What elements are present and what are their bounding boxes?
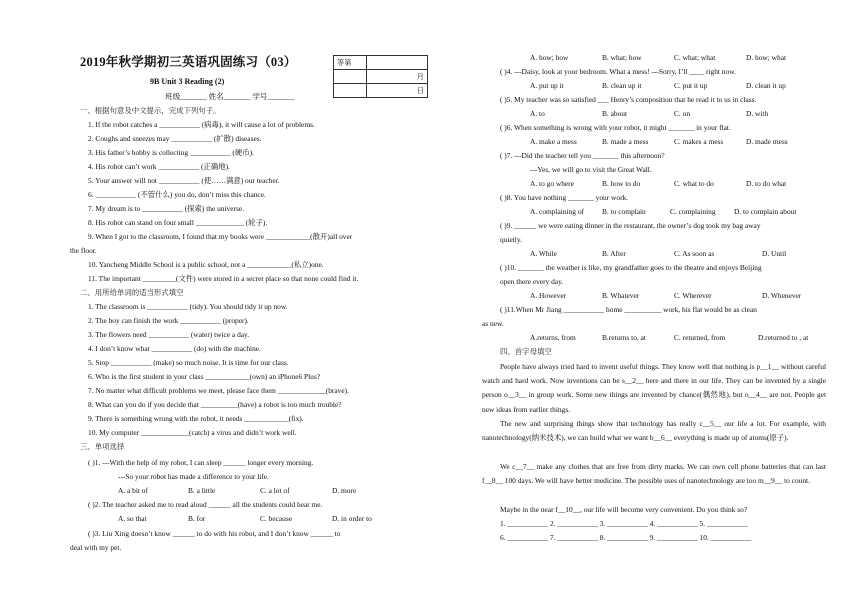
- options-row: [530, 79, 786, 93]
- options-row: [530, 135, 788, 149]
- option[interactable]: C. what to do: [674, 179, 714, 188]
- option[interactable]: D. Whenever: [762, 291, 802, 300]
- question: ( )11.When Mr Jiang ___________ home __________ work, his flat would be as clean: [500, 305, 757, 314]
- option[interactable]: B.returns to, at: [602, 333, 646, 342]
- options-row: [118, 484, 356, 498]
- options-row: [530, 205, 796, 219]
- list-item: 1. The classroom is ___________ (tidy). You should tidy it up now.: [88, 302, 288, 311]
- option[interactable]: C. Wherever: [674, 291, 712, 300]
- page-title: 2019年秋学期初三英语巩固练习（03）: [80, 55, 297, 69]
- option[interactable]: A. to: [530, 109, 545, 118]
- options-row: [530, 51, 786, 65]
- option[interactable]: D. more: [332, 486, 357, 495]
- options-row: [530, 107, 768, 121]
- option[interactable]: C. As soon as: [674, 249, 715, 258]
- list-item: 1. If the robot catches a ___________ (病毒), it will cause a lot of problems.: [88, 120, 315, 129]
- list-item: 10. Yancheng Middle School is a public school, not a ____________(私立)one.: [88, 260, 324, 269]
- passage-paragraph: People have always tried hard to invent useful things. They know well that nothing is p__1__ without careful watch and hard work. Now inventions can be s__2__ here and there in our life. They can be invented by a single person o__3__ in group work. Some new things are invented by chance(偶然地), but o__4__ are not. People get new ideas from earlier things.: [482, 362, 826, 414]
- list-item: 7. No matter what difficult problems we meet, please face them _____________(brave).: [88, 386, 349, 395]
- question: ( )4. ---Daisy, look at your bedroom. What a mess! ---Sorry, I’ll ____ right now.: [500, 67, 736, 76]
- list-item: 2. The boy can finish the work ___________ (proper).: [88, 316, 249, 325]
- question-line: deal with my pet.: [70, 543, 122, 552]
- option[interactable]: D. Until: [762, 249, 787, 258]
- option[interactable]: D. made mess: [746, 137, 788, 146]
- question-line: as new.: [482, 319, 504, 328]
- passage-paragraph: We c__7__ make any clothes that are free from dirty marks. We can own cell phone batteries that can last f__8__ 100 days. We will have better medicine. The possible uses of nanotechnology are too m__9__ to count.: [482, 462, 826, 486]
- option[interactable]: A.returns, from: [530, 333, 576, 342]
- day-label: 日: [367, 84, 428, 98]
- options-row: [530, 247, 786, 261]
- section2-heading: 二、用所给单词的适当形式填空: [80, 288, 184, 297]
- option[interactable]: B. clean up it: [602, 81, 642, 90]
- option[interactable]: B. what; how: [602, 53, 642, 62]
- option[interactable]: A. how; how: [530, 53, 569, 62]
- list-item: 4. His robot can’t work ___________ (正确地).: [88, 162, 230, 171]
- option[interactable]: B. about: [602, 109, 628, 118]
- option[interactable]: A. However: [530, 291, 567, 300]
- grade-label: 等第: [334, 56, 367, 70]
- option[interactable]: D. to complain about: [734, 207, 797, 216]
- options-row: [530, 177, 786, 191]
- section1-heading: 一、根据句意及中文提示，完成下列句子。: [80, 106, 221, 115]
- list-item: 8. What can you do if you decide that __________(have) a robot is too much trouble?: [88, 400, 342, 409]
- grade-blank: [334, 70, 367, 84]
- question: ( )6. When something is wrong with your robot, it might _______ in your flat.: [500, 123, 731, 132]
- passage-paragraph: The new and surprising things show that technology has really c__5__ our life a lot. For example, with nanotechnology(纳米技术), we can build what we want b__6__ everything is made up of atoms(原子).: [482, 419, 826, 443]
- list-item: 9. There is something wrong with the robot, it needs ____________(fix).: [88, 414, 304, 423]
- list-item: 6. Who is the first student in your class ____________(own) an iPhone6 Plus?: [88, 372, 321, 381]
- option[interactable]: D. how; what: [746, 53, 787, 62]
- list-item: 5. Stop ___________ (make) so much noise. It is time for our class.: [88, 358, 289, 367]
- option[interactable]: B. a little: [188, 486, 216, 495]
- option[interactable]: C. because: [260, 514, 293, 523]
- option[interactable]: C. a lot of: [260, 486, 290, 495]
- question: ( )3. Liu Xing doesn’t know ______ to do with his robot, and I don’t know ______ to: [88, 529, 341, 538]
- option[interactable]: A. a bit of: [118, 486, 148, 495]
- option[interactable]: B. how to do: [602, 179, 641, 188]
- option[interactable]: C. on: [674, 109, 691, 118]
- options-row: [118, 512, 372, 526]
- option[interactable]: C. returned, from: [674, 333, 726, 342]
- student-info-line: 班级_______ 姓名_______ 学号_______: [165, 92, 295, 101]
- option[interactable]: D. to do what: [746, 179, 787, 188]
- grade-box: [333, 55, 428, 98]
- question: ( )9. ______ we were eating dinner in the restaurant, the owner’s dog took my bag away: [500, 221, 761, 230]
- option[interactable]: A. to go where: [530, 179, 574, 188]
- list-item: 5. Your answer will not ___________ (使……满意) our teacher.: [88, 176, 280, 185]
- passage-paragraph: Maybe in the near f__10__, our life will become very convenient. Do you think so?: [500, 505, 748, 514]
- option[interactable]: B. After: [602, 249, 626, 258]
- unit-subtitle: 9B Unit 3 Reading (2): [150, 77, 225, 86]
- section3-heading: 三、单项选择: [80, 442, 125, 451]
- option[interactable]: A. so that: [118, 514, 147, 523]
- question-line: open there every day.: [500, 277, 564, 286]
- list-item: 3. His father’s hobby is collecting ___________ (硬币).: [88, 148, 254, 157]
- list-item: 6. ___________ (不管什么) you do, don’t miss this chance.: [88, 190, 266, 199]
- option[interactable]: B. to complain: [602, 207, 646, 216]
- list-item: 7. My dream is to ___________ (探索) the universe.: [88, 204, 245, 213]
- question: ( )2. The teacher asked me to read aloud ______ all the students could hear me.: [88, 500, 323, 509]
- option[interactable]: A. complaining of: [530, 207, 584, 216]
- question-line: quietly.: [500, 235, 522, 244]
- option[interactable]: D. in order to: [332, 514, 372, 523]
- question: ( )10. _______ the weather is like, my grandfather goes to the theatre and enjoys Beijing: [500, 263, 762, 272]
- list-item: 10. My computer _____________(catch) a virus and didn’t work well.: [88, 428, 297, 437]
- option[interactable]: D. with: [746, 109, 769, 118]
- month-label: 月: [367, 70, 428, 84]
- section4-heading: 四、首字母填空: [500, 347, 552, 356]
- option[interactable]: A. While: [530, 249, 557, 258]
- option[interactable]: B. made a mess: [602, 137, 649, 146]
- list-item: 4. I don’t know what ___________ (do) with the machine.: [88, 344, 261, 353]
- question: ( )5. My teacher was so satisfied ___ Henry’s composition that he read it to us in class.: [500, 95, 757, 104]
- option[interactable]: B. Whatever: [602, 291, 640, 300]
- answer-blanks[interactable]: 6. ___________ 7. ___________ 8. ___________ 9. ___________ 10. ___________: [500, 533, 752, 542]
- list-item: 8. His robot can stand on four small _____________ (轮子).: [88, 218, 268, 227]
- option[interactable]: C. put it up: [674, 81, 708, 90]
- question: ( )7. ---Did the teacher tell you _______ this afternoon?: [500, 151, 665, 160]
- list-item: the floor.: [70, 246, 97, 255]
- question-line: ---Yes, we will go to visit the Great Wall.: [530, 165, 652, 174]
- list-item: 11. The important _________(文件) were stored in a secret place so that none could find it.: [88, 274, 359, 283]
- option[interactable]: A. put up it: [530, 81, 564, 90]
- question: ( )1. ---With the help of my robot, I can sleep ______ longer every morning.: [88, 458, 314, 467]
- grade-blank-2: [334, 84, 367, 98]
- list-item: 9. When I got to the classroom, I found that my books were ____________(散开)all over: [88, 232, 353, 241]
- options-row: [530, 289, 801, 303]
- option[interactable]: C. what; what: [674, 53, 716, 62]
- question-line: ---So your robot has made a difference to your life.: [118, 472, 269, 481]
- option[interactable]: D. clean it up: [746, 81, 786, 90]
- option[interactable]: C. complaining: [670, 207, 716, 216]
- question: ( )8. You have nothing _______ your work.: [500, 193, 629, 202]
- list-item: 2. Coughs and sneezes may ___________ (扩散) diseases.: [88, 134, 262, 143]
- grade-value: [367, 56, 428, 70]
- list-item: 3. The flowers need ___________ (water) twice a day.: [88, 330, 250, 339]
- option[interactable]: C. makes a mess: [674, 137, 724, 146]
- option[interactable]: B. for: [188, 514, 206, 523]
- options-row: [530, 331, 808, 345]
- answer-blanks[interactable]: 1. ___________ 2. ___________ 3. ___________ 4. ___________ 5. ___________: [500, 519, 748, 528]
- option[interactable]: D.returned to , at: [758, 333, 809, 342]
- option[interactable]: A. make a mess: [530, 137, 577, 146]
